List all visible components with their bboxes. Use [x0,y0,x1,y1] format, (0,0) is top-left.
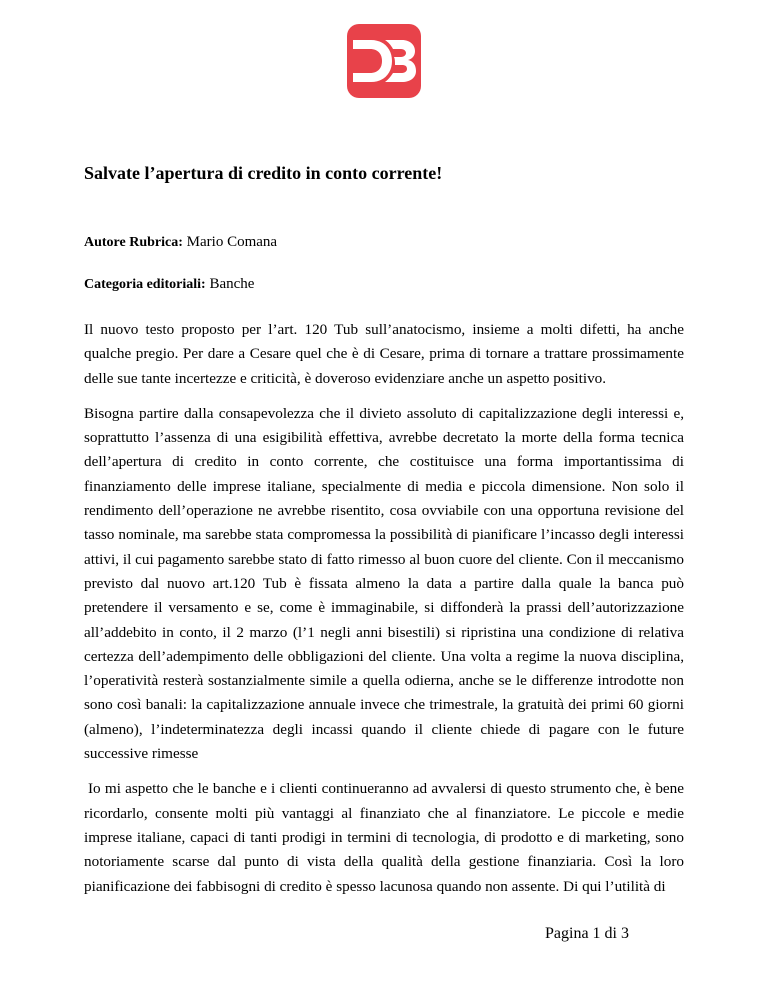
article-body [84,318,684,910]
author-label: Autore Rubrica: [84,235,183,250]
author-line [84,232,684,253]
db-logo-icon [347,24,421,98]
author-value: Mario Comana [186,234,278,250]
paragraph: Il nuovo testo proposto per l’art. 120 Tub sull’anatocismo, insieme a molti difetti, ha anche qualche pregio. Per dare a Cesare quel che è di Cesare, prima di tornare a trattare prossimamente delle sue tante incertezze e criticità, è doveroso evidenziare anche un aspetto positivo. [84,321,684,387]
category-line [84,274,684,295]
page-number: Pagina 1 di 3 [545,925,629,942]
category-value: Banche [209,276,255,292]
paragraph: Io mi aspetto che le banche e i clienti continueranno ad avvalersi di questo strumento che, è bene ricordarlo, consente molti più vantaggi al finanziato che al finanziatore. Le piccole e medie imprese italiane, capaci di tanti prodigi in termini di tecnologia, di prodotto e di marketing, sono notoriamente scarse dal punto di vista della qualità della gestione finanziaria. Così la loro pianificazione dei fabbisogni di credito è spesso lacunosa quando non assente. Di qui l’utilità di [84,780,684,895]
paragraph: Bisogna partire dalla consapevolezza che il divieto assoluto di capitalizzazione degli interessi e, soprattutto l’assenza di una esigibilità effettiva, avrebbe decretato la morte della forma tecnica dell’apertura di credito in conto corrente, che costituisce una forma importantissima di finanziamento delle imprese italiane, specialmente di media e piccola dimensione. Non solo il rendimento dell’operazione ne avrebbe risentito, cosa ovviabile con una opportuna revisione del tasso nominale, ma sarebbe stata compromessa la possibilità di pianificare l’incasso degli interessi attivi, il cui pagamento sarebbe stato di fatto rimesso al buon cuore del cliente. Con il meccanismo previsto dal nuovo art.120 Tub è fissata almeno la data a partire dalla quale la banca può pretendere il versamento e se, come è immaginabile, si diffonderà la prassi dell’autorizzazione all’addebito in conto, il 2 marzo (l’1 negli anni bisestili) si ripristina una condizione di relativa certezza dell’adempimento delle obbligazioni del cliente. Una volta a regime la nuova disciplina, l’operatività resterà sostanzialmente simile a quella odierna, anche se le differenze introdotte non sono così banali: la capitalizzazione annuale invece che trimestrale, la gratuità dei primi 60 giorni (almeno), l’indeterminatezza degli incassi quando il cliente chiede di pagare con le future successive rimesse [84,404,684,763]
category-label: Categoria editoriali: [84,277,206,292]
document-title: Salvate l’apertura di credito in conto corrente! [84,163,443,183]
